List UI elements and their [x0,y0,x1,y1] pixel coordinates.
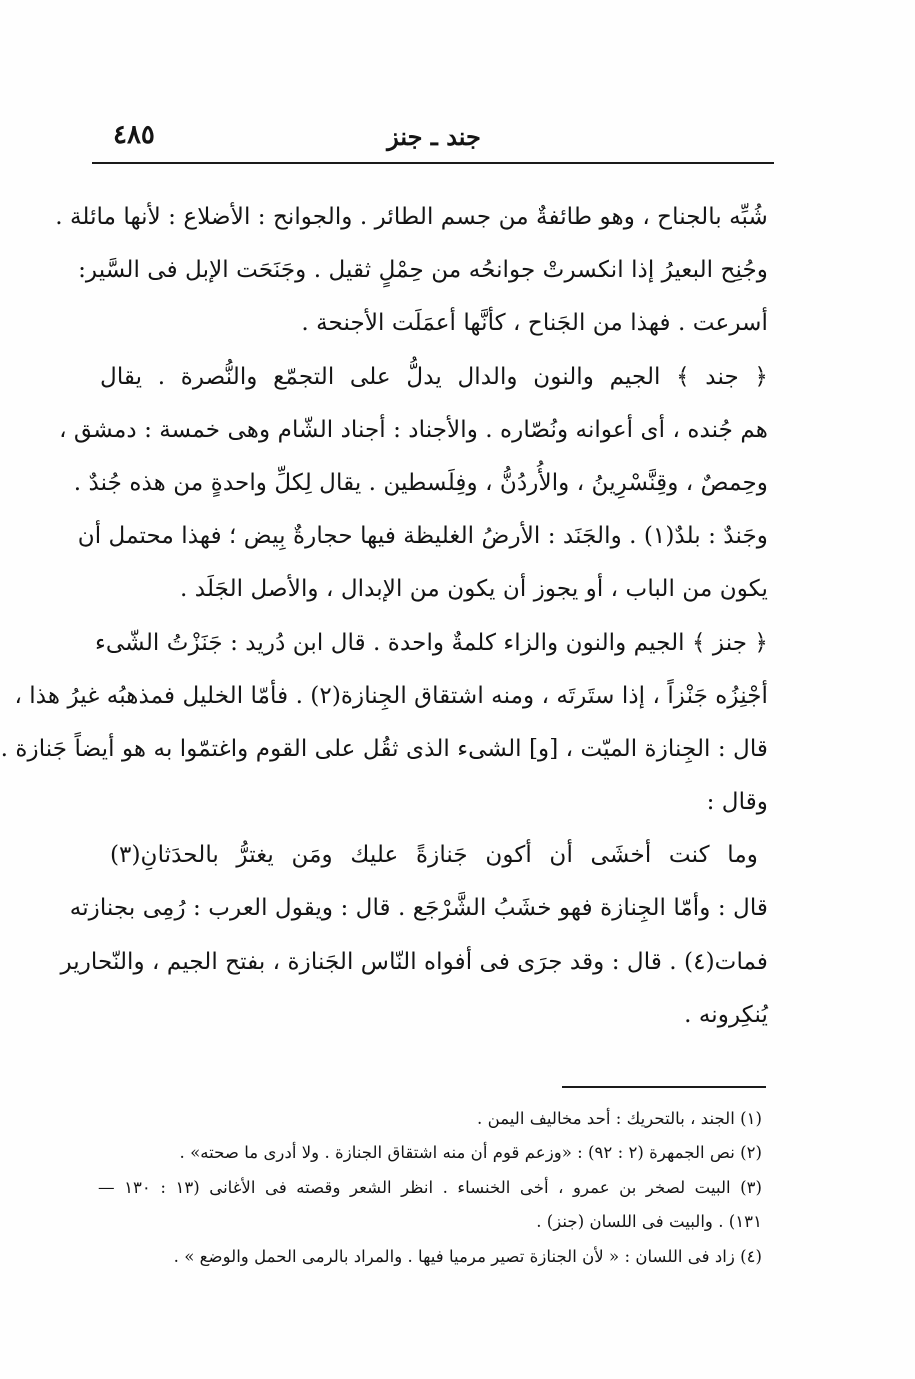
body-line: فمات(٤) . قال : وقد جرَى فى أفواه النّاس الجَنازة ، بفتح الجيم ، والنّحارير [60,947,768,975]
footnote-divider [562,1086,766,1088]
body-line: شُبِّه بالجناح ، وهو طائفةٌ من جسم الطائر . والجوانح : الأضلاع : لأنها مائلة . [55,203,768,230]
body-line: قال : وأمّا الجِنازة فهو خشَبُ الشَّرْجَع . قال : ويقول العرب : رُمِى بجنازته [69,894,768,922]
page-number: ٤٨٥ [113,120,155,150]
running-head [95,112,773,156]
body-line: قال : الجِنازة الميّت ، [و] الشىء الذى ثقُل على القوم واغتمّوا به هو أيضاً جَنازة . [0,734,768,762]
body-line: وقال : [706,788,768,816]
body-line: هم جُنده ، أى أعوانه ونُصّاره . والأجناد : أجناد الشّام وهى خمسة : دمشق ، [59,415,768,443]
entry-heading-line: ﴿ جند ﴾ الجيم والنون والدال يدلُّ على التجمّع والنُّصرة . يقال [100,362,768,390]
running-head-title: جند ـ جنز [387,122,481,151]
entry-heading-line: ﴿ جنز ﴾ الجيم والنون والزاء كلمةٌ واحدة . قال ابن دُريد : جَنَزْتُ الشّىء [94,628,768,656]
footnotes [98,1102,762,1274]
footnote: (٤) زاد فى اللسان : « لأن الجنازة تصير مرميا فيها . والمراد بالرمى الحمل والوضع » . [173,1246,762,1266]
footnote-continuation: ١٣١) . والبيت فى اللسان (جنز) . [536,1212,762,1232]
body-line: أجْنِزُه جَنْزاً ، إذا ستَرتَه ، ومنه اشتقاق الجِنازة(٢) . فأمّا الخليل فمذهبُه غيرُ هذا ، [14,681,768,709]
footnote: (٢) نص الجمهرة (٢ : ٩٢) : «وزعم قوم أن منه اشتقاق الجنازة . ولا أدرى ما صحته» . [179,1143,762,1163]
footnote: (٣) البيت لصخر بن عمرو ، أخى الخنساء . انظر الشعر وقصته فى الأغانى (١٣ : ١٣٠ — [98,1177,763,1197]
body-line: وحِمصٌ ، وقِنَّسْرِينُ ، والأُردُنُّ ، وفِلَسطين . يقال لِكلِّ واحدةٍ من هذه جُندٌ . [73,468,768,496]
body-text [0,190,768,1041]
header-divider [92,162,774,164]
footnote: (١) الجند ، بالتحريك : أحد مخاليف اليمن . [477,1109,762,1128]
poetry-verse: وما كنت أخشَى أن أكون جَنازةً عليك ومَن يغترُّ بالحدَثانِ(٣) [110,841,758,869]
body-line: يُنكِرونه . [684,1000,768,1028]
body-line: أسرعت . فهذا من الجَناح ، كأنَّها أعمَلَت الأجنحة . [301,309,768,337]
body-line: وجَندٌ : بلدٌ(١) . والجَنَد : الأرضُ الغليظة فيها حجارةٌ بِيض ؛ فهذا محتمل أن [77,522,768,550]
body-line: يكون من الباب ، أو يجوز أن يكون من الإبدال ، والأصل الجَلَد . [180,575,768,603]
body-line: وجُنِح البعيرُ إذا انكسرتْ جوانحُه من حِمْلٍ ثقيل . وجَنَحَت الإبل فى السَّير: [78,256,768,284]
